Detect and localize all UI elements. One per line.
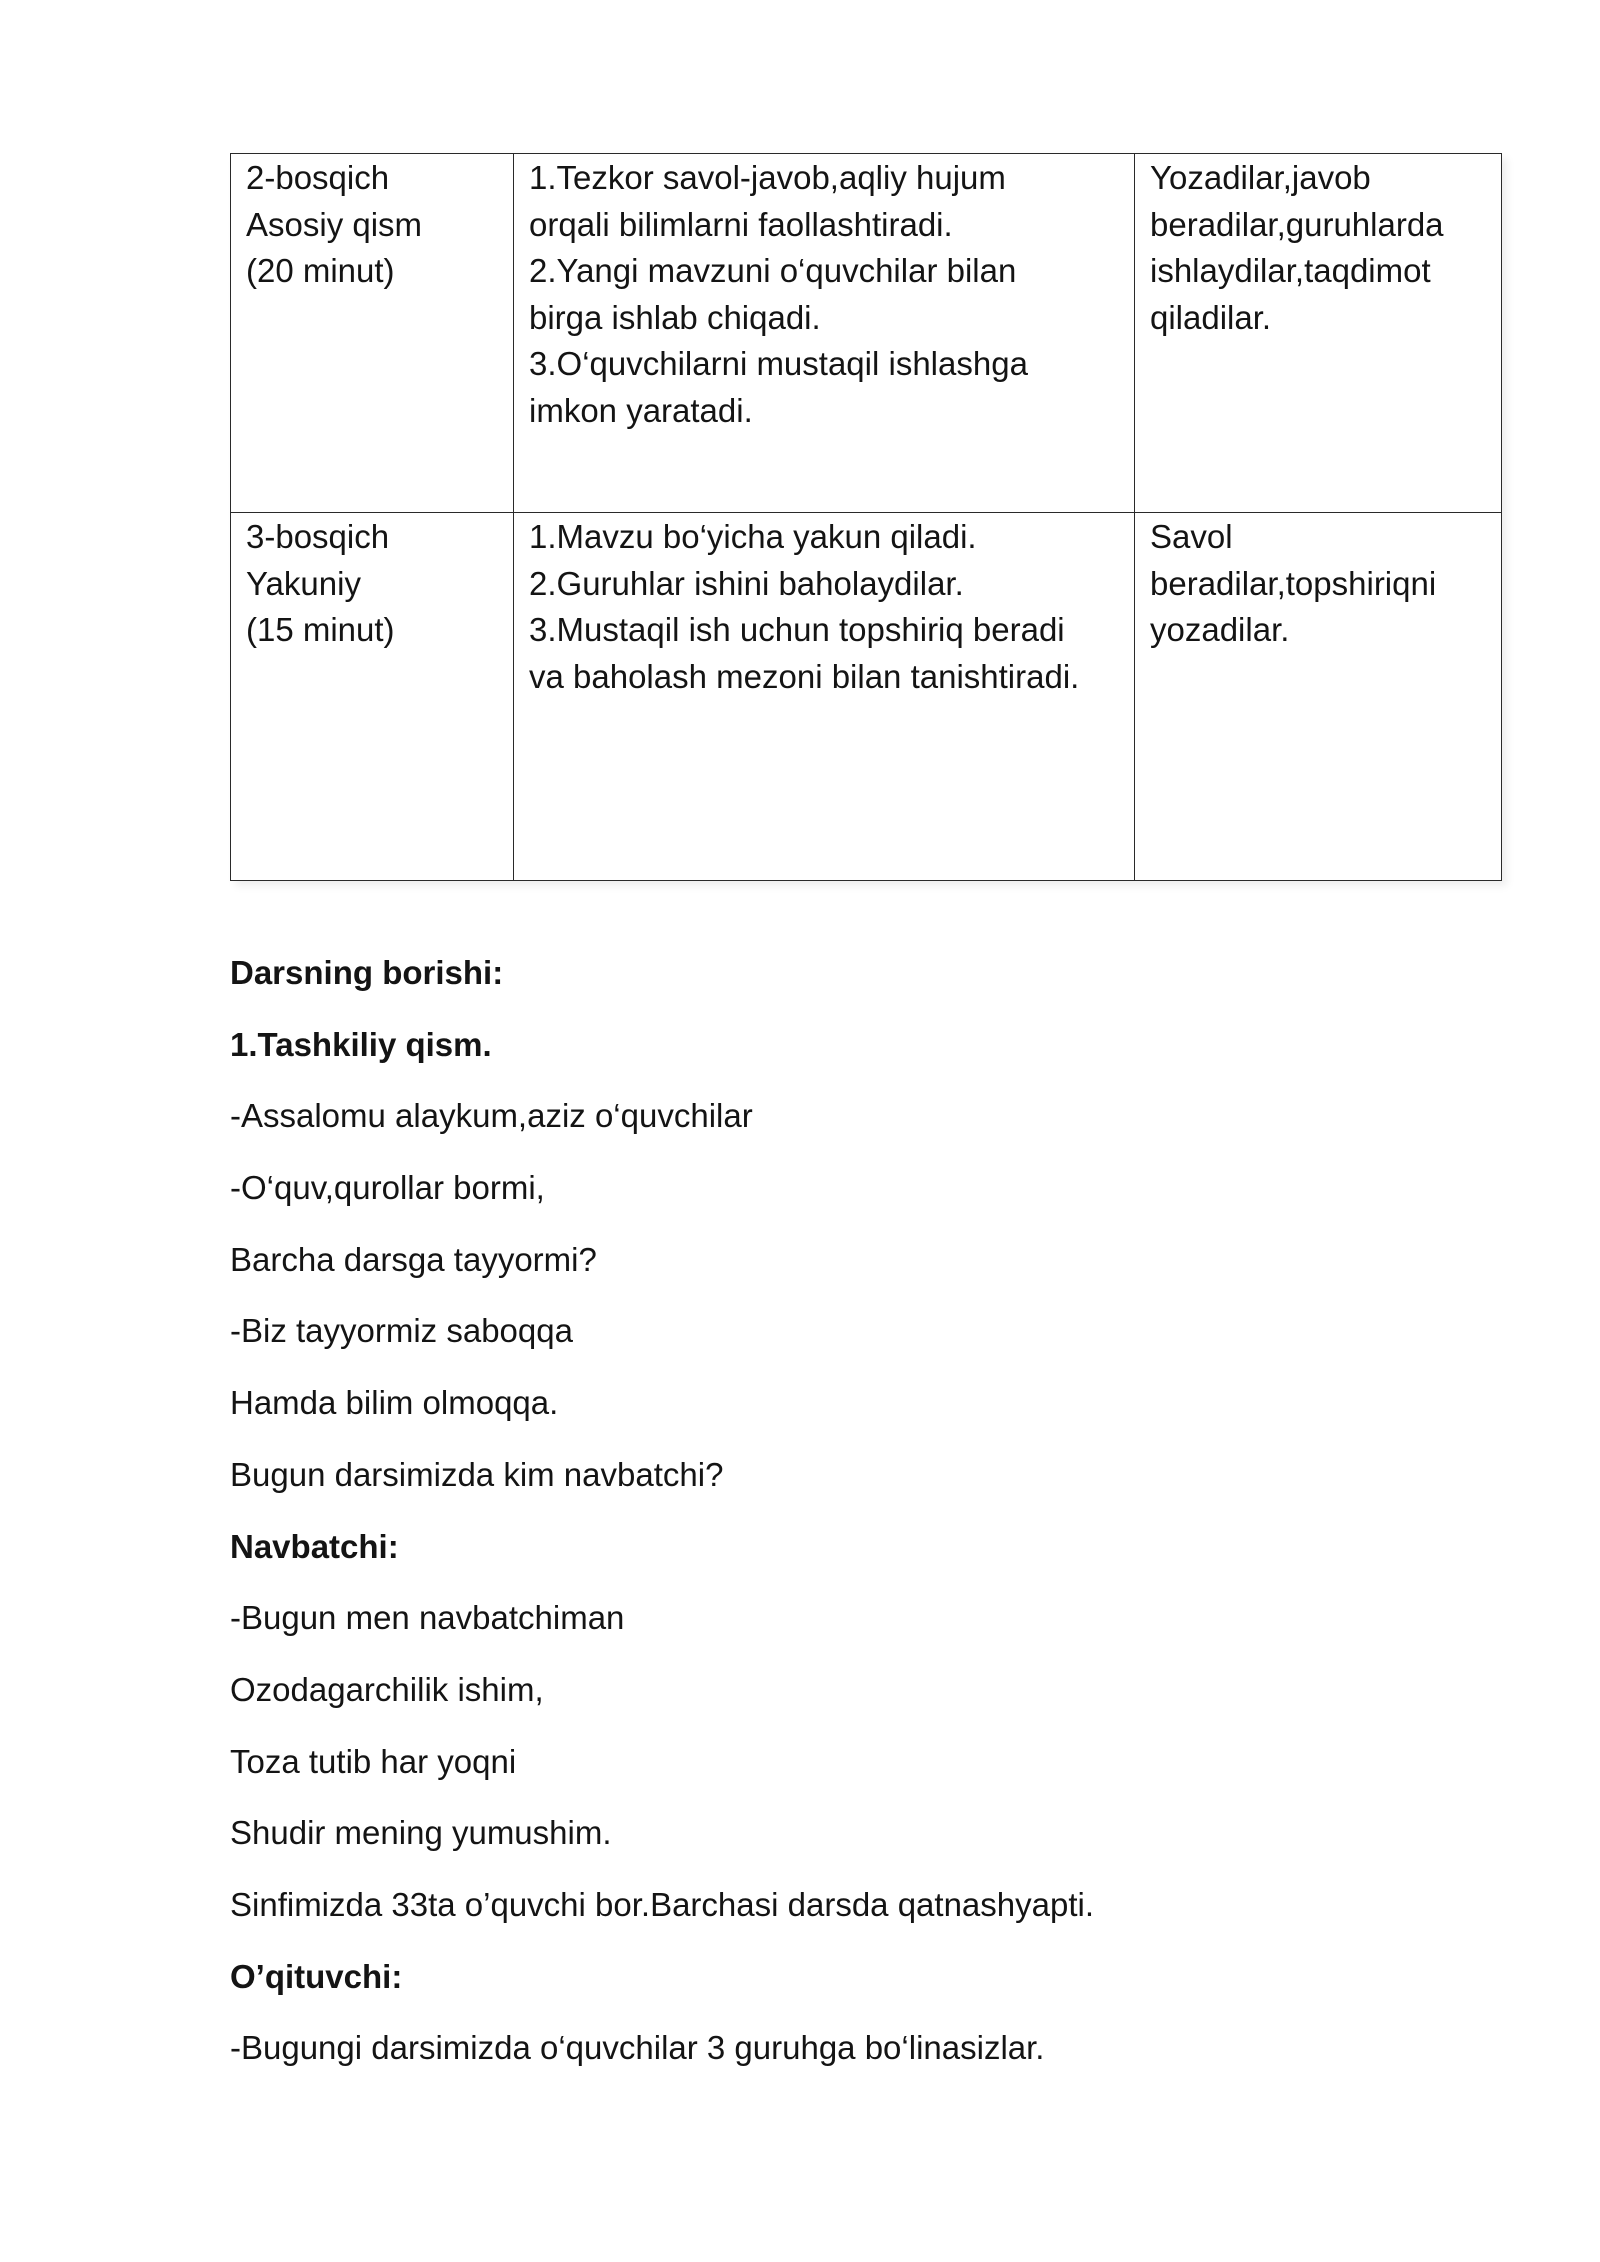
teacher-activity-cell: [514, 513, 1135, 881]
cell-line: 3.Mustaqil ish uchun topshiriq beradi: [529, 611, 1065, 648]
section-heading: 1.Tashkiliy qism.: [230, 1025, 492, 1063]
cell-line: va baholash mezoni bilan tanishtiradi.: [529, 657, 1080, 695]
paragraph: -Assalomu alaykum,aziz o‘quvchilar: [230, 1097, 753, 1135]
cell-line: Savol: [1150, 518, 1233, 555]
cell-line: Asosiy qism: [246, 205, 423, 243]
cell-line: (15 minut): [246, 611, 395, 648]
section-heading: Darsning borishi:: [230, 954, 504, 991]
paragraph: Hamda bilim olmoqqa.: [230, 1384, 559, 1422]
cell-line: orqali bilimlarni faollashtiradi.: [529, 205, 953, 243]
paragraph: -Bugungi darsimizda o‘quvchilar 3 guruhga bo‘linasizlar.: [230, 2029, 1045, 2067]
speaker-label: Navbatchi:: [230, 1527, 399, 1565]
paragraph: -O‘quv,qurollar bormi,: [230, 1169, 545, 1207]
cell-line: beradilar,topshiriqni: [1150, 564, 1437, 602]
cell-line: imkon yaratadi.: [529, 391, 753, 429]
paragraph: -Biz tayyormiz saboqqa: [230, 1312, 573, 1350]
cell-line: (20 minut): [246, 252, 395, 289]
lesson-body: [230, 950, 1500, 2097]
cell-line: 1.Tezkor savol-javob,aqliy hujum: [529, 159, 1006, 196]
paragraph: -Bugun men navbatchiman: [230, 1599, 625, 1637]
paragraph: Shudir mening yumushim.: [230, 1814, 612, 1852]
paragraph: Bugun darsimizda kim navbatchi?: [230, 1455, 724, 1493]
paragraph: Sinfimizda 33ta o’quvchi bor.Barchasi darsda qatnashyapti.: [230, 1885, 1095, 1923]
cell-line: Yakuniy: [246, 564, 361, 602]
table-row: [231, 513, 1502, 881]
cell-line: qiladilar.: [1150, 298, 1272, 336]
stage-cell: [231, 513, 514, 881]
speaker-label: O’qituvchi:: [230, 1957, 403, 1995]
cell-line: ishlaydilar,taqdimot: [1150, 252, 1431, 289]
paragraph: Toza tutib har yoqni: [230, 1742, 517, 1780]
cell-line: birga ishlab chiqadi.: [529, 298, 821, 336]
paragraph: Barcha darsga tayyormi?: [230, 1240, 597, 1278]
cell-line: 2.Yangi mavzuni o‘quvchilar bilan: [529, 252, 1017, 289]
stage-cell: [231, 154, 514, 513]
cell-line: Yozadilar,javob: [1150, 159, 1371, 196]
teacher-activity-cell: [514, 154, 1135, 513]
cell-line: 3.O‘quvchilarni mustaqil ishlashga: [529, 345, 1028, 382]
lesson-stages-table: [230, 153, 1502, 881]
student-activity-cell: [1135, 513, 1502, 881]
table-row: [231, 154, 1502, 513]
cell-line: beradilar,guruhlarda: [1150, 205, 1444, 243]
paragraph: Ozodagarchilik ishim,: [230, 1670, 544, 1708]
student-activity-cell: [1135, 154, 1502, 513]
cell-line: 3-bosqich: [246, 518, 390, 555]
cell-line: yozadilar.: [1150, 611, 1290, 648]
cell-line: 2.Guruhlar ishini baholaydilar.: [529, 564, 964, 602]
cell-line: 2-bosqich: [246, 159, 390, 196]
cell-line: 1.Mavzu bo‘yicha yakun qiladi.: [529, 518, 977, 555]
